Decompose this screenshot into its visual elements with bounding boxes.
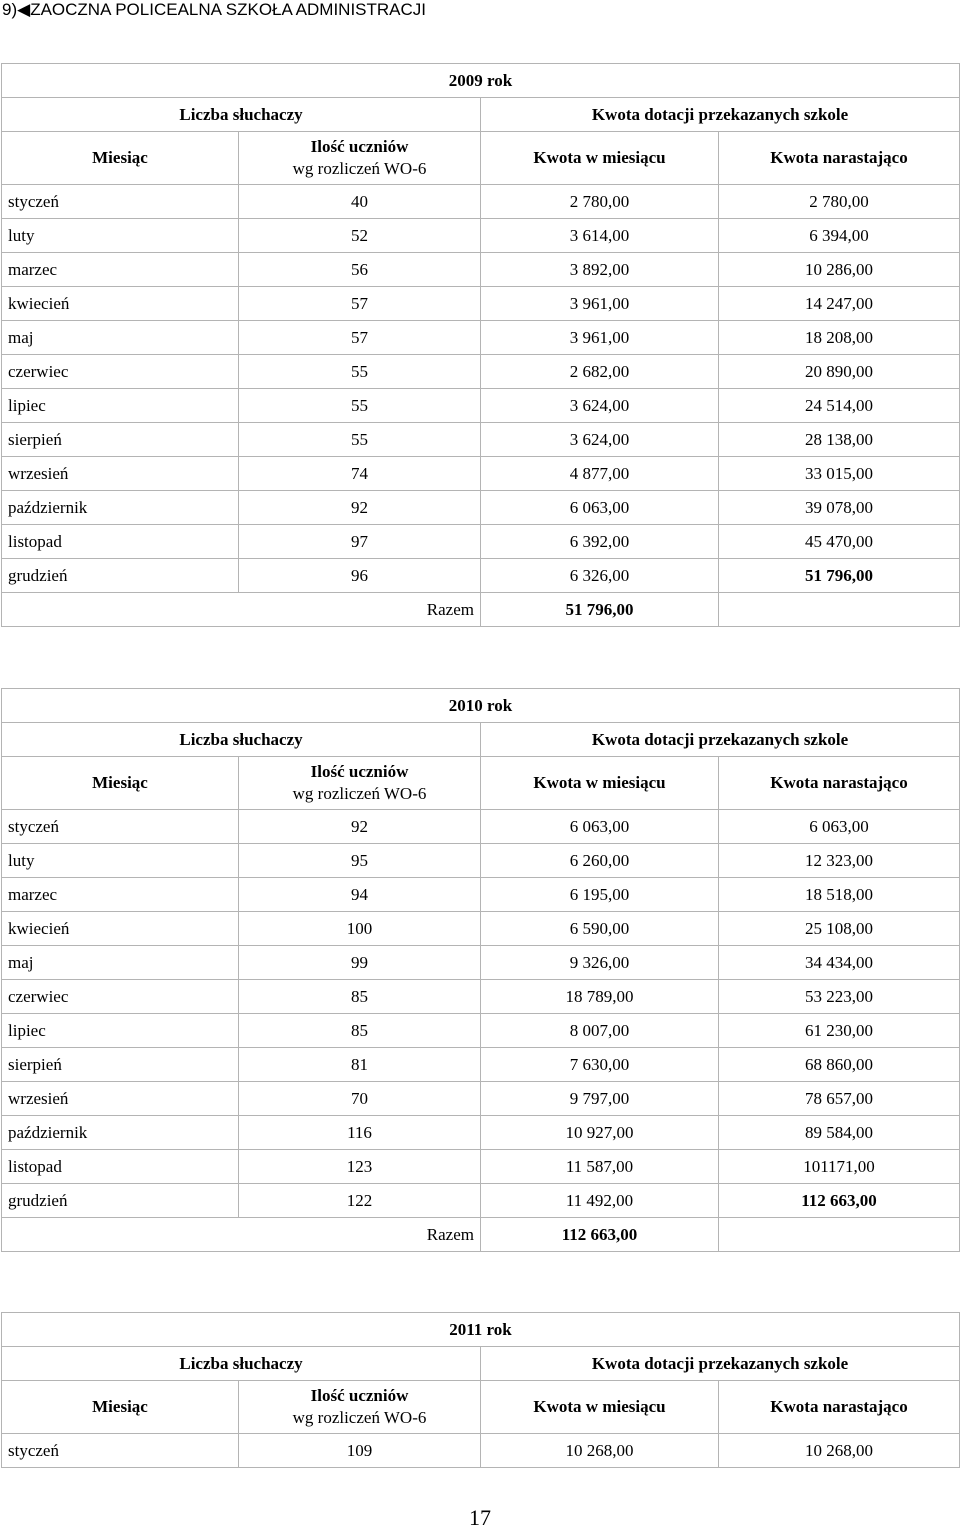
student-count-cell: 81 bbox=[239, 1048, 481, 1082]
cumulative-amount-cell: 112 663,00 bbox=[719, 1184, 960, 1218]
table-row bbox=[2, 457, 960, 491]
monthly-amount-cell: 3 892,00 bbox=[481, 253, 719, 287]
month-cell: marzec bbox=[2, 253, 239, 287]
student-count-cell: 116 bbox=[239, 1116, 481, 1150]
student-count-cell: 96 bbox=[239, 559, 481, 593]
cumulative-amount-cell: 78 657,00 bbox=[719, 1082, 960, 1116]
month-cell: lipiec bbox=[2, 1014, 239, 1048]
student-count-cell: 55 bbox=[239, 389, 481, 423]
kwota-dotacji-header: Kwota dotacji przekazanych szkole bbox=[481, 98, 960, 132]
liczba-sluchaczy-header: Liczba słuchaczy bbox=[2, 1347, 481, 1381]
student-count-cell: 122 bbox=[239, 1184, 481, 1218]
heading-title: ZAOCZNA POLICEALNA SZKOŁA ADMINISTRACJI bbox=[30, 0, 427, 19]
total-row bbox=[2, 593, 960, 627]
student-count-cell: 100 bbox=[239, 912, 481, 946]
year-title: 2011 rok bbox=[2, 1313, 960, 1347]
total-label: Razem bbox=[2, 1218, 481, 1252]
cumulative-amount-cell: 53 223,00 bbox=[719, 980, 960, 1014]
table-row bbox=[2, 844, 960, 878]
student-count-cell: 57 bbox=[239, 321, 481, 355]
table-row bbox=[2, 1116, 960, 1150]
cumulative-amount-cell: 61 230,00 bbox=[719, 1014, 960, 1048]
month-cell: styczeń bbox=[2, 1434, 239, 1468]
month-cell: kwiecień bbox=[2, 912, 239, 946]
cumulative-amount-header: Kwota narastająco bbox=[719, 1381, 960, 1434]
group-header-row bbox=[2, 723, 960, 757]
table-2009 bbox=[1, 63, 960, 627]
monthly-amount-cell: 11 492,00 bbox=[481, 1184, 719, 1218]
column-header-row bbox=[2, 132, 960, 185]
students-column-header bbox=[239, 132, 481, 185]
monthly-amount-cell: 3 624,00 bbox=[481, 389, 719, 423]
table-row bbox=[2, 287, 960, 321]
monthly-amount-header: Kwota w miesiącu bbox=[481, 757, 719, 810]
table-row bbox=[2, 1434, 960, 1468]
month-cell: kwiecień bbox=[2, 287, 239, 321]
table-row bbox=[2, 912, 960, 946]
cumulative-amount-cell: 34 434,00 bbox=[719, 946, 960, 980]
students-header-label: Ilość uczniów bbox=[310, 762, 409, 781]
month-cell: grudzień bbox=[2, 559, 239, 593]
month-cell: listopad bbox=[2, 1150, 239, 1184]
total-empty-cell bbox=[719, 593, 960, 627]
month-cell: styczeń bbox=[2, 185, 239, 219]
year-row bbox=[2, 1313, 960, 1347]
students-header-sublabel: wg rozliczeń WO-6 bbox=[292, 784, 427, 803]
month-cell: grudzień bbox=[2, 1184, 239, 1218]
month-cell: październik bbox=[2, 491, 239, 525]
monthly-amount-cell: 3 961,00 bbox=[481, 287, 719, 321]
table-row bbox=[2, 1082, 960, 1116]
column-header-row bbox=[2, 757, 960, 810]
cumulative-amount-cell: 6 394,00 bbox=[719, 219, 960, 253]
student-count-cell: 74 bbox=[239, 457, 481, 491]
year-row bbox=[2, 64, 960, 98]
cumulative-amount-header: Kwota narastająco bbox=[719, 132, 960, 185]
table-2011 bbox=[1, 1312, 960, 1468]
students-column-header bbox=[239, 757, 481, 810]
cumulative-amount-cell: 14 247,00 bbox=[719, 287, 960, 321]
cumulative-amount-cell: 2 780,00 bbox=[719, 185, 960, 219]
monthly-amount-cell: 4 877,00 bbox=[481, 457, 719, 491]
month-cell: sierpień bbox=[2, 423, 239, 457]
student-count-cell: 56 bbox=[239, 253, 481, 287]
student-count-cell: 40 bbox=[239, 185, 481, 219]
table-row bbox=[2, 219, 960, 253]
monthly-amount-cell: 10 927,00 bbox=[481, 1116, 719, 1150]
table-row bbox=[2, 321, 960, 355]
monthly-amount-cell: 6 260,00 bbox=[481, 844, 719, 878]
student-count-cell: 85 bbox=[239, 1014, 481, 1048]
students-column-header bbox=[239, 1381, 481, 1434]
student-count-cell: 94 bbox=[239, 878, 481, 912]
month-cell: luty bbox=[2, 844, 239, 878]
table-row bbox=[2, 559, 960, 593]
monthly-amount-cell: 6 326,00 bbox=[481, 559, 719, 593]
month-cell: czerwiec bbox=[2, 355, 239, 389]
student-count-cell: 92 bbox=[239, 491, 481, 525]
monthly-amount-cell: 6 063,00 bbox=[481, 810, 719, 844]
monthly-amount-header: Kwota w miesiącu bbox=[481, 1381, 719, 1434]
group-header-row bbox=[2, 98, 960, 132]
cumulative-amount-cell: 68 860,00 bbox=[719, 1048, 960, 1082]
table-row bbox=[2, 525, 960, 559]
cumulative-amount-cell: 20 890,00 bbox=[719, 355, 960, 389]
table-row bbox=[2, 253, 960, 287]
page-number: 17 bbox=[469, 1505, 491, 1530]
year-row bbox=[2, 689, 960, 723]
table-row bbox=[2, 389, 960, 423]
month-cell: marzec bbox=[2, 878, 239, 912]
heading-prefix: 9) bbox=[2, 0, 18, 19]
kwota-dotacji-header: Kwota dotacji przekazanych szkole bbox=[481, 723, 960, 757]
monthly-amount-cell: 6 392,00 bbox=[481, 525, 719, 559]
table-row bbox=[2, 980, 960, 1014]
monthly-amount-cell: 7 630,00 bbox=[481, 1048, 719, 1082]
students-header-label: Ilość uczniów bbox=[310, 137, 409, 156]
total-value: 51 796,00 bbox=[481, 593, 719, 627]
cumulative-amount-cell: 18 518,00 bbox=[719, 878, 960, 912]
cumulative-amount-cell: 33 015,00 bbox=[719, 457, 960, 491]
monthly-amount-cell: 6 063,00 bbox=[481, 491, 719, 525]
total-value: 112 663,00 bbox=[481, 1218, 719, 1252]
table-row bbox=[2, 491, 960, 525]
total-label: Razem bbox=[2, 593, 481, 627]
month-cell: maj bbox=[2, 321, 239, 355]
month-cell: sierpień bbox=[2, 1048, 239, 1082]
students-header-label: Ilość uczniów bbox=[310, 1386, 409, 1405]
monthly-amount-cell: 2 780,00 bbox=[481, 185, 719, 219]
total-empty-cell bbox=[719, 1218, 960, 1252]
monthly-amount-cell: 6 590,00 bbox=[481, 912, 719, 946]
month-cell: luty bbox=[2, 219, 239, 253]
cumulative-amount-cell: 101171,00 bbox=[719, 1150, 960, 1184]
cumulative-amount-cell: 89 584,00 bbox=[719, 1116, 960, 1150]
table-row bbox=[2, 1184, 960, 1218]
student-count-cell: 57 bbox=[239, 287, 481, 321]
total-row bbox=[2, 1218, 960, 1252]
student-count-cell: 70 bbox=[239, 1082, 481, 1116]
liczba-sluchaczy-header: Liczba słuchaczy bbox=[2, 98, 481, 132]
cumulative-amount-cell: 10 268,00 bbox=[719, 1434, 960, 1468]
month-cell: wrzesień bbox=[2, 457, 239, 491]
student-count-cell: 123 bbox=[239, 1150, 481, 1184]
table-row bbox=[2, 1048, 960, 1082]
group-header-row bbox=[2, 1347, 960, 1381]
cumulative-amount-cell: 18 208,00 bbox=[719, 321, 960, 355]
monthly-amount-cell: 8 007,00 bbox=[481, 1014, 719, 1048]
month-cell: maj bbox=[2, 946, 239, 980]
liczba-sluchaczy-header: Liczba słuchaczy bbox=[2, 723, 481, 757]
table-row bbox=[2, 878, 960, 912]
document-heading bbox=[2, 0, 426, 20]
table-row bbox=[2, 1014, 960, 1048]
column-header-row bbox=[2, 1381, 960, 1434]
cumulative-amount-header: Kwota narastająco bbox=[719, 757, 960, 810]
monthly-amount-cell: 3 614,00 bbox=[481, 219, 719, 253]
cumulative-amount-cell: 10 286,00 bbox=[719, 253, 960, 287]
student-count-cell: 109 bbox=[239, 1434, 481, 1468]
monthly-amount-cell: 10 268,00 bbox=[481, 1434, 719, 1468]
table-2010 bbox=[1, 688, 960, 1252]
table-row bbox=[2, 423, 960, 457]
table-row bbox=[2, 810, 960, 844]
students-header-sublabel: wg rozliczeń WO-6 bbox=[292, 159, 427, 178]
table-row bbox=[2, 185, 960, 219]
monthly-amount-cell: 2 682,00 bbox=[481, 355, 719, 389]
student-count-cell: 52 bbox=[239, 219, 481, 253]
month-column-header: Miesiąc bbox=[2, 132, 239, 185]
cumulative-amount-cell: 51 796,00 bbox=[719, 559, 960, 593]
student-count-cell: 85 bbox=[239, 980, 481, 1014]
monthly-amount-cell: 6 195,00 bbox=[481, 878, 719, 912]
student-count-cell: 99 bbox=[239, 946, 481, 980]
cumulative-amount-cell: 24 514,00 bbox=[719, 389, 960, 423]
table-row bbox=[2, 355, 960, 389]
cumulative-amount-cell: 39 078,00 bbox=[719, 491, 960, 525]
month-cell: styczeń bbox=[2, 810, 239, 844]
table-row bbox=[2, 1150, 960, 1184]
cumulative-amount-cell: 25 108,00 bbox=[719, 912, 960, 946]
back-arrow-icon: ◀ bbox=[17, 0, 31, 19]
student-count-cell: 55 bbox=[239, 355, 481, 389]
monthly-amount-cell: 11 587,00 bbox=[481, 1150, 719, 1184]
cumulative-amount-cell: 45 470,00 bbox=[719, 525, 960, 559]
month-cell: wrzesień bbox=[2, 1082, 239, 1116]
monthly-amount-cell: 9 326,00 bbox=[481, 946, 719, 980]
cumulative-amount-cell: 6 063,00 bbox=[719, 810, 960, 844]
student-count-cell: 95 bbox=[239, 844, 481, 878]
cumulative-amount-cell: 28 138,00 bbox=[719, 423, 960, 457]
monthly-amount-cell: 18 789,00 bbox=[481, 980, 719, 1014]
student-count-cell: 92 bbox=[239, 810, 481, 844]
month-cell: lipiec bbox=[2, 389, 239, 423]
year-title: 2009 rok bbox=[2, 64, 960, 98]
monthly-amount-cell: 3 961,00 bbox=[481, 321, 719, 355]
student-count-cell: 97 bbox=[239, 525, 481, 559]
students-header-sublabel: wg rozliczeń WO-6 bbox=[292, 1408, 427, 1427]
monthly-amount-cell: 9 797,00 bbox=[481, 1082, 719, 1116]
year-title: 2010 rok bbox=[2, 689, 960, 723]
cumulative-amount-cell: 12 323,00 bbox=[719, 844, 960, 878]
month-cell: listopad bbox=[2, 525, 239, 559]
monthly-amount-cell: 3 624,00 bbox=[481, 423, 719, 457]
monthly-amount-header: Kwota w miesiącu bbox=[481, 132, 719, 185]
month-column-header: Miesiąc bbox=[2, 757, 239, 810]
table-row bbox=[2, 946, 960, 980]
month-column-header: Miesiąc bbox=[2, 1381, 239, 1434]
month-cell: październik bbox=[2, 1116, 239, 1150]
kwota-dotacji-header: Kwota dotacji przekazanych szkole bbox=[481, 1347, 960, 1381]
month-cell: czerwiec bbox=[2, 980, 239, 1014]
student-count-cell: 55 bbox=[239, 423, 481, 457]
